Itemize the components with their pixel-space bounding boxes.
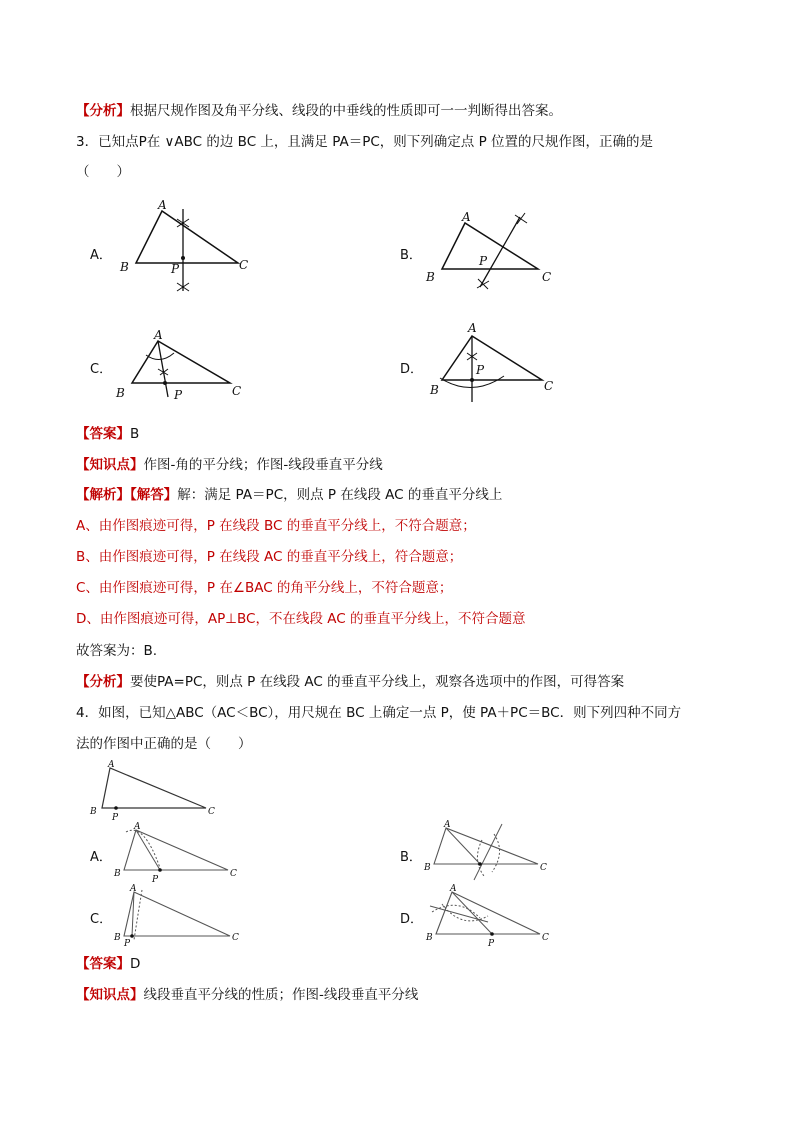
knowledge-tag: 【知识点】 <box>76 457 144 473</box>
label-a: A <box>444 820 451 830</box>
label-c: C <box>542 270 552 284</box>
analysis-text: 根据尺规作图及角平分线、线段的中垂线的性质即可一一判断得出答案。 <box>130 103 562 119</box>
label-a: A <box>130 884 137 894</box>
q3-item-d: D、由作图痕迹可得，AP⊥BC，不在线段 AC 的垂直平分线上，不符合题意 <box>76 611 526 627</box>
q3-figure-a <box>110 195 260 300</box>
label-b: B <box>114 869 121 879</box>
label-p: P <box>171 262 180 276</box>
q4-stem-line2: 法的作图中正确的是（ ） <box>76 736 252 752</box>
label-p: P <box>174 388 183 402</box>
q3-answer <box>76 424 139 444</box>
label-p: P <box>112 813 119 823</box>
analysis-text: 要使PA=PC，则点 P 在线段 AC 的垂直平分线上，观察各选项中的作图，可得答案 <box>130 674 625 690</box>
label-p: P <box>124 939 131 948</box>
label-b: B <box>430 383 439 397</box>
label-a: A <box>450 884 457 894</box>
label-c: C <box>540 863 547 873</box>
q3-item-a: A、由作图痕迹可得，P 在线段 BC 的垂直平分线上，不符合题意； <box>76 518 476 534</box>
q3-figure-c <box>110 325 260 405</box>
label-c: C <box>544 379 554 393</box>
label-a: A <box>134 822 141 832</box>
knowledge-text: 线段垂直平分线的性质；作图-线段垂直平分线 <box>143 987 419 1003</box>
knowledge-text: 作图-角的平分线；作图-线段垂直平分线 <box>143 457 383 473</box>
q3-option-d-label: D． <box>400 362 424 377</box>
solution-text: 解：满足 PA＝PC，则点 P 在线段 AC 的垂直平分线上 <box>177 487 503 503</box>
label-p: P <box>488 939 495 948</box>
q4-figure-b <box>422 820 552 886</box>
label-a: A <box>108 760 115 770</box>
label-a: A <box>462 210 471 224</box>
label-b: B <box>90 807 97 817</box>
q3-analysis <box>76 672 624 692</box>
q3-stem-line2: （ ） <box>76 164 130 180</box>
label-b: B <box>114 933 121 943</box>
q4-figure-c <box>112 882 242 948</box>
q4-stem-line1: 4．如图，已知△ABC（AC＜BC），用尺规在 BC 上确定一点 P，使 PA＋PC＝BC．则下列四种不同方 <box>76 705 682 721</box>
label-a: A <box>154 328 163 342</box>
label-b: B <box>120 260 129 274</box>
q3-figure-b <box>420 205 570 295</box>
label-p: P <box>479 254 488 268</box>
q3-solution <box>76 485 502 505</box>
q4-figure-d <box>422 882 552 948</box>
analysis-tag: 【分析】 <box>76 103 130 119</box>
q3-option-c-label: C． <box>90 362 113 377</box>
label-b: B <box>424 863 431 873</box>
q3-conclusion: 故答案为：B. <box>76 643 158 659</box>
q3-option-a-label: A． <box>90 248 112 263</box>
q3-stem-line1: 3．已知点P在 ∨ABC 的边 BC 上，且满足 PA＝PC，则下列确定点 P 位置的尺规作图，正确的是 <box>76 134 654 150</box>
q2-analysis <box>76 101 562 121</box>
q4-knowledge <box>76 985 418 1005</box>
label-p: P <box>476 363 485 377</box>
answer-tag: 【答案】 <box>76 426 130 442</box>
label-a: A <box>468 321 477 335</box>
q4-answer <box>76 954 140 974</box>
q4-figure-a <box>112 820 242 886</box>
label-c: C <box>208 807 215 817</box>
q3-knowledge <box>76 455 383 475</box>
knowledge-tag: 【知识点】 <box>76 987 144 1003</box>
answer-value: D <box>130 956 141 972</box>
label-c: C <box>232 933 239 943</box>
q4-main-figure <box>86 758 226 824</box>
q4-option-c-label: C． <box>90 912 113 927</box>
label-b: B <box>116 386 125 400</box>
label-c: C <box>239 258 249 272</box>
label-c: C <box>232 384 242 398</box>
q4-option-d-label: D． <box>400 912 424 927</box>
q4-option-a-label: A． <box>90 850 112 865</box>
label-a: A <box>158 198 167 212</box>
label-c: C <box>230 869 237 879</box>
answer-value: B <box>130 426 140 442</box>
q3-option-b-label: B． <box>400 248 422 263</box>
label-p: P <box>152 875 159 885</box>
label-b: B <box>426 933 433 943</box>
analysis-tag: 【分析】 <box>76 674 130 690</box>
label-b: B <box>426 270 435 284</box>
q3-item-b: B、由作图痕迹可得，P 在线段 AC 的垂直平分线上，符合题意； <box>76 549 463 565</box>
q4-option-b-label: B． <box>400 850 422 865</box>
label-c: C <box>542 933 549 943</box>
q3-figure-d <box>420 318 570 408</box>
solution-tag: 【解析】【解答】 <box>76 487 178 503</box>
q3-item-c: C、由作图痕迹可得，P 在∠BAC 的角平分线上，不符合题意； <box>76 580 453 596</box>
answer-tag: 【答案】 <box>76 956 130 972</box>
